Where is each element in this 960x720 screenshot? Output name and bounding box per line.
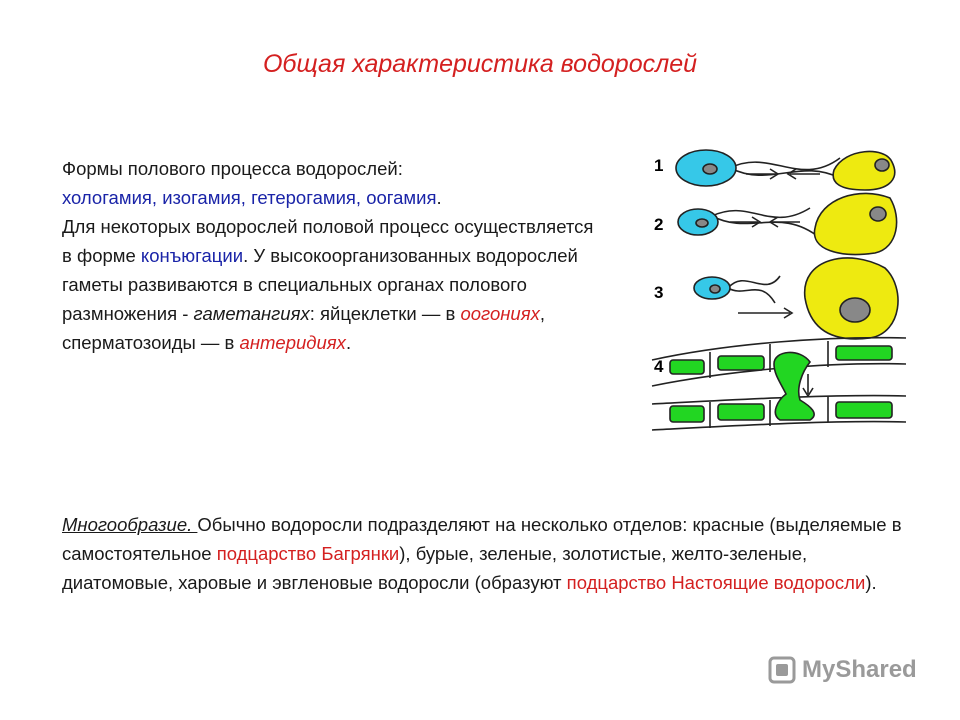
watermark <box>768 656 917 684</box>
text-conjugation-intro: Для некоторых водорослей половой процесс осуществляется в форме <box>62 216 594 266</box>
text-antheridia: антеридиях <box>239 332 346 353</box>
text-oogonia: оогониях <box>460 303 540 324</box>
row-2-heterogamy <box>678 193 897 254</box>
sexual-process-figure <box>650 138 906 450</box>
text-eggs: : яйцеклетки — в <box>309 303 461 324</box>
text-end-dot: . <box>345 332 352 353</box>
figure-label-1: 1 <box>654 156 664 175</box>
text-subkingdom-bagryanki: подцарство Багрянки <box>216 543 400 564</box>
text-forms-list: хологамия, изогамия, гетерогамия, оогамия <box>62 187 437 208</box>
text-conjugation: конъюгации <box>140 245 244 266</box>
text-diversity-3: ). <box>865 572 877 593</box>
text-diversity-2: ), бурые, зеленые, золотистые, желто-зеленые, диатомовые, харовые и эвгленовые водоросли (образуют <box>62 543 808 593</box>
diversity-text <box>62 510 912 597</box>
text-diversity-1: Обычно водоросли подразделяют на несколько отделов: красные (выделяемые в самостоятельное <box>62 514 902 564</box>
text-diversity-lead: Многообразие. <box>62 514 198 535</box>
row-1-isogamy <box>676 150 895 190</box>
figure-label-3: 3 <box>654 283 664 302</box>
row-4-conjugation <box>652 338 906 430</box>
text-gametes: . У высокоорганизованных водорослей гаметы развиваются в специальных органах полового размножения - <box>62 245 578 324</box>
text-gametangia: гаметангиях <box>193 303 310 324</box>
myshared-logo-icon <box>768 656 796 684</box>
page-title: Общая характеристика водорослей <box>262 50 698 78</box>
sexual-process-text <box>62 154 602 357</box>
text-dot: . <box>436 187 442 208</box>
row-3-oogamy <box>694 258 898 339</box>
figure-label-4: 4 <box>654 357 664 376</box>
watermark-text: MyShared <box>802 656 917 683</box>
text-forms-intro: Формы полового процесса водорослей: <box>62 158 403 179</box>
text-subkingdom-true-algae: подцарство Настоящие водоросли <box>566 572 866 593</box>
figure-label-2: 2 <box>654 215 664 234</box>
text-sperm: , сперматозоиды — в <box>62 303 545 353</box>
